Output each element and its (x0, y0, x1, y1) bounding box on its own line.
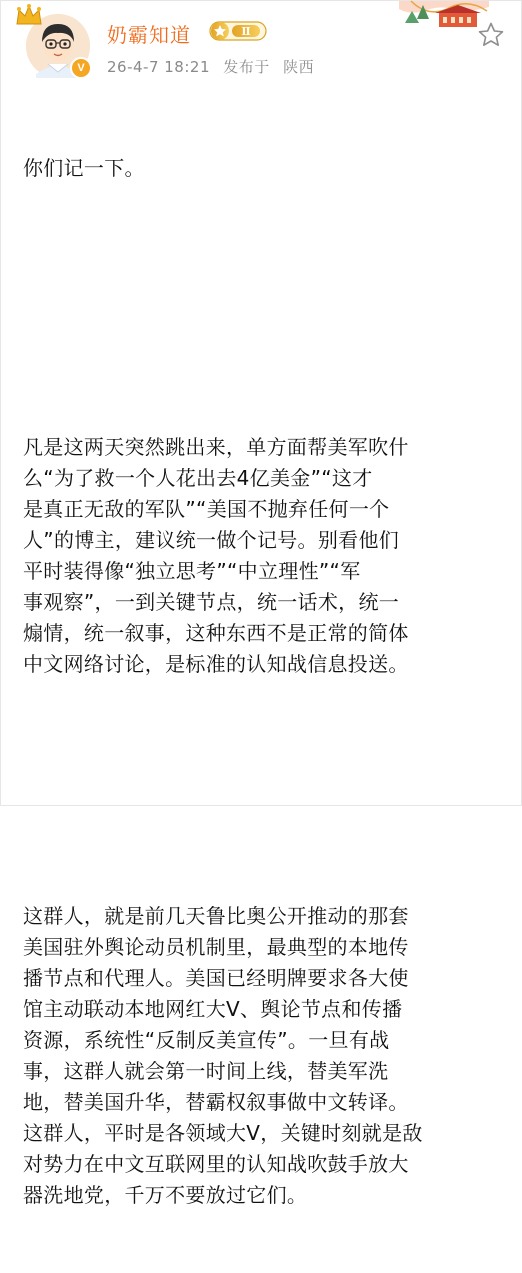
paragraph-gap (23, 742, 505, 773)
avatar-container[interactable] (26, 14, 90, 78)
level-badge-label: Ⅱ (241, 25, 251, 38)
post-body (23, 91, 505, 1273)
paragraph-gap (23, 246, 505, 277)
paragraph-gap (23, 835, 505, 839)
post-meta (107, 56, 322, 77)
post-location: 陕西 (283, 58, 315, 76)
post-timestamp: 26-4-7 18:21 (107, 58, 210, 76)
verified-v-icon: V (70, 57, 92, 79)
post-paragraph: 凡是这两天突然跳出来，单方面帮美军吹什 么“为了救一个人花出去4亿美金”“这才 是真正无敌的军队”“美国不抛弃任何一个 人”的博主，建议统一做个记号。别看他们 平时装得像“独立思考”“中立理性”“军 事观察”，一到关键节点，统一话术，统一 煽情，统一叙事，这种东西不是正常的简体 中文网络讨论，是标准的认知战信息投送。 (23, 435, 409, 676)
paragraph-gap (23, 339, 505, 370)
level-badge[interactable] (208, 19, 270, 43)
star-icon[interactable] (477, 21, 505, 49)
post-paragraph: 你们记一下。 (23, 156, 145, 180)
username[interactable]: 奶霸知道 (107, 23, 191, 47)
location-prefix: 发布于 (223, 58, 270, 76)
post-paragraph: 这群人，就是前几天鲁比奥公开推动的那套 美国驻外舆论动员机制里，最典型的本地传 播节点和代理人。美国已经明牌要求各大使 馆主动联动本地网红大V、舆论节点和传播 资源，系统性“反制反美宣传”。一旦有战 事，这群人就会第一时间上线，替美军洗 地，替美国升华，替霸权叙事做中文转译。 这群人，平时是各领域大V，关键时刻就是敌 对势力在中文互联网里的认知战吹鼓手放大 器洗地党，千万不要放过它们。 (23, 904, 423, 1207)
crown-icon (14, 2, 44, 28)
festive-decoration (399, 1, 489, 35)
post-header (1, 1, 521, 91)
